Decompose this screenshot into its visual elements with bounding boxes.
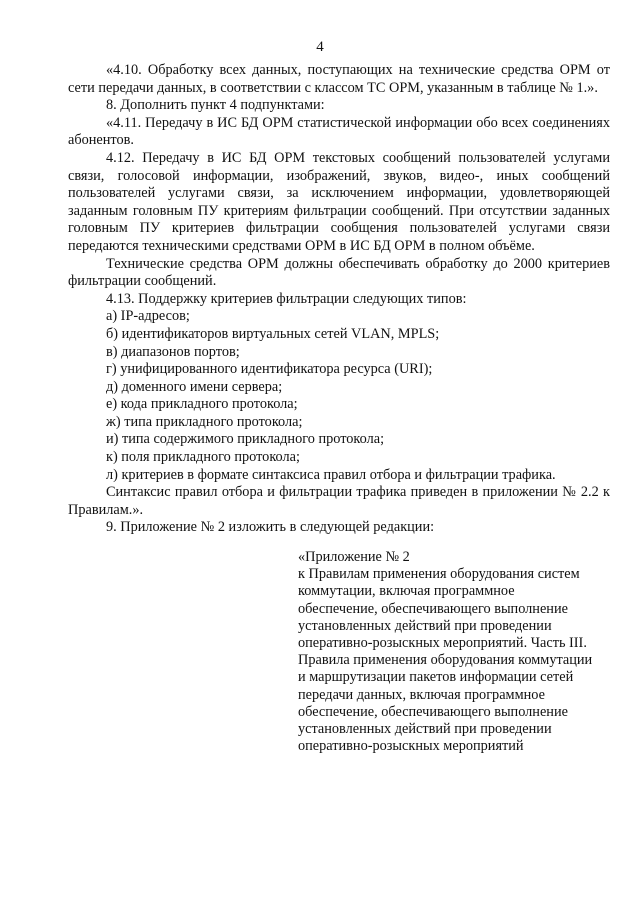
paragraph-4-12: 4.12. Передачу в ИС БД ОРМ текстовых сообщений пользователей услугами связи, голосовой информации, изображений, звуков, видео-, иных сообщений пользователей услугами связи, за исключением информации, удовлетворяющей заданным головным ПУ критериям фильтрации сообщений. При отсутствии заданных головным ПУ критериев фильтрации сообщения пользователей услугами связи передаются техническими средствами ОРМ в ИС БД ОРМ в полном объёме. [68, 149, 610, 254]
paragraph-syntax: Синтаксис правил отбора и фильтрации трафика приведен в приложении № 2.2 к Правилам.». [68, 484, 610, 518]
paragraph-8: 8. Дополнить пункт 4 подпунктами: [106, 97, 325, 114]
appendix-line: обеспечение, обеспечивающего выполнение [298, 600, 568, 617]
list-item: в) диапазонов портов; [106, 343, 240, 360]
appendix-line: оперативно-розыскных мероприятий. Часть III. [298, 635, 587, 652]
list-item: д) доменного имени сервера; [106, 378, 283, 395]
appendix-line: оперативно-розыскных мероприятий [298, 738, 524, 755]
list-item: б) идентификаторов виртуальных сетей VLAN, MPLS; [106, 325, 440, 342]
list-item: ж) типа прикладного протокола; [106, 413, 303, 430]
appendix-line: передачи данных, включая программное [298, 686, 545, 703]
paragraph-technical-means: Технические средства ОРМ должны обеспечивать обработку до 2000 критериев фильтрации сообщений. [68, 255, 610, 290]
list-item: к) поля прикладного протокола; [106, 449, 300, 466]
paragraph-4-11: «4.11. Передачу в ИС БД ОРМ статистической информации обо всех соединениях абонентов. [68, 114, 610, 149]
appendix-title: «Приложение № 2 [298, 549, 410, 565]
page-number: 4 [316, 39, 324, 55]
appendix-line: коммутации, включая программное [298, 583, 515, 600]
paragraph-9: 9. Приложение № 2 изложить в следующей редакции: [106, 519, 435, 536]
list-item: а) IP-адресов; [106, 308, 190, 325]
list-item: г) унифицированного идентификатора ресурса (URI); [106, 361, 433, 378]
appendix-line: установленных действий при проведении [298, 617, 552, 634]
appendix-heading-block [298, 549, 616, 755]
list-item: е) кода прикладного протокола; [106, 396, 298, 413]
appendix-line: Правила применения оборудования коммутации [298, 652, 593, 669]
document-body [68, 62, 610, 537]
appendix-line: обеспечение, обеспечивающего выполнение [298, 703, 568, 720]
paragraph-4-13: 4.13. Поддержку критериев фильтрации следующих типов: [106, 290, 467, 307]
list-item: л) критериев в формате синтаксиса правил отбора и фильтрации трафика. [106, 466, 556, 483]
appendix-line: к Правилам применения оборудования систем [298, 566, 580, 583]
appendix-line: установленных действий при проведении [298, 721, 552, 738]
list-item: и) типа содержимого прикладного протокола; [106, 431, 385, 448]
paragraph-4-10: «4.10. Обработку всех данных, поступающих на технические средства ОРМ от сети передачи данных, в соответствии с классом ТС ОРМ, указанным в таблице № 1.». [68, 62, 610, 96]
appendix-line: и маршрутизации пакетов информации сетей [298, 669, 574, 686]
